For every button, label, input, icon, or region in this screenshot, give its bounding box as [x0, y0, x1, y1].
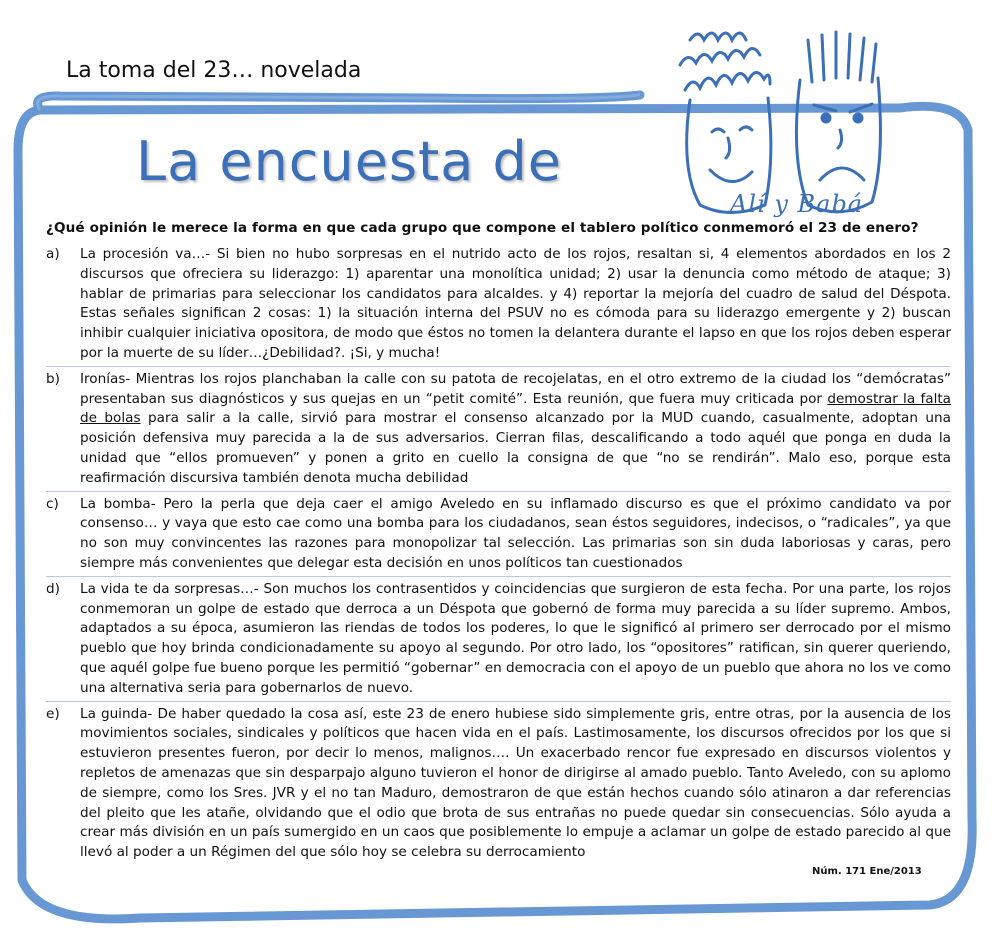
item-text: La procesión va…- Si bien no hubo sorpresas en el nutrido acto de los rojos, resaltan si, 4 elementos abordados en los 2 discursos que ofreciera su liderazgo: 1) aparentar una monolítica unidad; 2) usar la denuncia como método de ataque; 3) hablar de primarias para seleccionar los candidatos para alcaldes. y 4) reportar la mejoría del cuadro de salud del Déspota. Estas señales significan 2 cosas: 1) la situación interna del PSUV no es cómoda para su liderazgo emergente y 2) buscan inhibir cualquier iniciativa opositora, de modo que éstos no tomen la delantera durante el lapso en que los rojos deben esperar por la muerte de su líder…¿Debilidad?. ¡Si, y mucha! — [80, 246, 951, 361]
survey-question: ¿Qué opinión le merece la forma en que cada grupo que compone el tablero político conmemoró el 23 de enero? — [46, 220, 919, 236]
item-text: La vida te da sorpresas…- Son muchos los contrasentidos y coincidencias que surgieron de esta fecha. Por una parte, los rojos conmemoran un golpe de estado que derroca a un Déspota que gobernó de forma muy parecida a su líder supremo. Ambos, adaptados a su época, asumieron las riendas de todos los poderes, lo que le significó al primero ser derrocado por el mismo pueblo que hoy brinda condicionadamente su apoyo al segundo. Por otro lado, los “opositores” ratifican, sin querer queriendo, que aquél golpe fue bueno porque les permitió “gobernar” en democracia con el apoyo de un pueblo que ahora no los ve como una alternativa seria para gobernarlos de nuevo. — [80, 580, 951, 696]
item-text: La bomba- Pero la perla que deja caer el amigo Aveledo en su inflamado discurso es que el próximo candidato va por consenso… y vaya que esto cae como una bomba para los ciudadanos, sean éstos seguidores, indecisos, o “radicales”, ya que no son muy convincentes las razones para monopolizar tal selección. Las primarias son sin duda laboriosas y caras, pero siempre más convenientes que delegar esta decisión en unos políticos tan cuestionados — [80, 495, 951, 571]
list-item — [46, 705, 951, 865]
list-item — [46, 370, 951, 492]
item-text-part: Ironías- Mientras los rojos planchaban la calle con su patota de recojelatas, en el otro extremo de la ciudad los “demócratas” presentaban sus diagnósticos y sus quejas en un “petit comité”. Esta reunión, que fuera muy criticada por — [80, 370, 951, 407]
item-letter: d) — [46, 580, 60, 597]
happy-face-icon — [680, 33, 771, 213]
logo-text: Alí y Babá — [730, 190, 864, 218]
item-text: La guinda- De haber quedado la cosa así, este 23 de enero hubiese sido simplemente gris, entre otras, por la ausencia de los movimientos sociales, sindicales y políticos que hacen vida en el país. Lastimosamente, los discursos ofrecidos por los que si estuvieron presentes fueron, por decir lo menos, malignos…. Un exacerbado rencor fue expresado en discursos violentos y repletos de amenazas que sin desparpajo alguno tuvieron el honor de dirigirse al amado pueblo. Tanto Aveledo, con su aplomo de siempre, como los Sres. JVR y el no tan Maduro, demostraron de que están hechos cuando sólo atinaron a dar referencias del pleito que les atañe, olvidando que el odio que brota de sus entrañas no puede quedar sin consecuencias. Sólo ayuda a crear más división en un país sumergido en un caos que posiblemente lo empuje a aclamar un golpe de estado parecido al que llevó al poder a un Régimen del que sólo hoy se celebra su derrocamiento — [80, 705, 951, 861]
sad-face-icon — [796, 32, 880, 212]
item-letter: a) — [46, 246, 60, 262]
article-body — [46, 245, 951, 868]
underlined-phrase: demostrar la falta de bolas — [80, 390, 952, 427]
list-item — [46, 495, 951, 577]
item-letter: b) — [46, 370, 60, 387]
page-title: La encuesta de — [136, 130, 562, 193]
item-text-part: para salir a la calle, sirvió para mostrar el consenso alcanzado por la MUD cuando, casualmente, adoptan una posición defensiva muy parecida a la de sus adversarios. Cierran filas, descalificando a todo aquél que ponga en duda la unidad que “ellos promueven” y ponen a grito en cuello la consigna de que “no se rendirán”. Malo eso, porque esta reafirmación discursiva también denota mucha debilidad — [80, 410, 951, 486]
item-letter: e) — [46, 705, 60, 722]
item-text — [80, 370, 951, 489]
issue-number: Núm. 171 Ene/2013 — [812, 866, 922, 877]
item-letter: c) — [46, 495, 59, 512]
list-item — [46, 580, 951, 702]
kicker-title: La toma del 23… novelada — [66, 58, 362, 83]
list-item — [46, 245, 951, 367]
